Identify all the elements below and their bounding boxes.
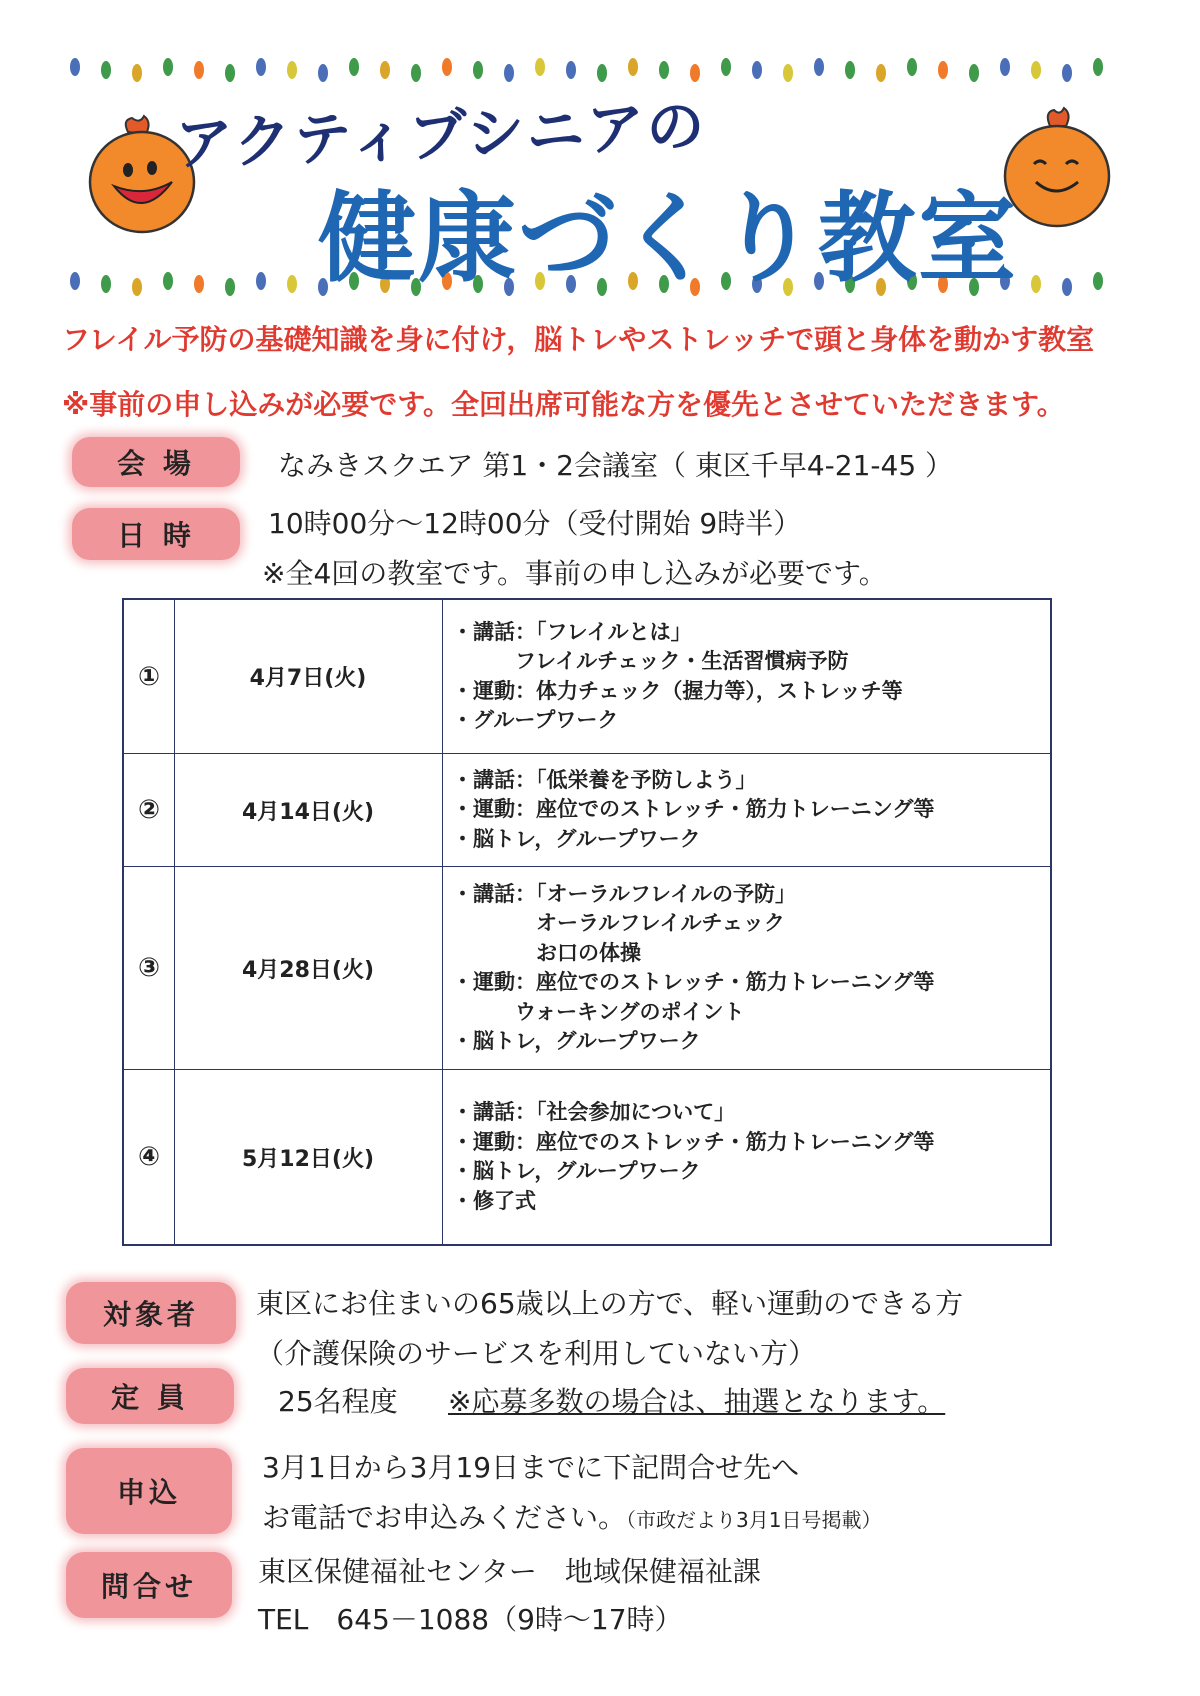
session-number: ③ [124,867,175,1069]
decor-dot [628,58,638,76]
session-date: 4月28日(火) [174,867,443,1069]
content-line: ・運動：座位でのストレッチ・筋力トレーニング等 [452,797,935,822]
decor-dot [132,278,142,296]
contact-label: 問合せ [66,1552,232,1618]
decor-dot [752,61,762,79]
application-line1: 3月1日から3月19日までに下記問合せ先へ [262,1451,800,1484]
decor-dot [225,278,235,296]
session-number: ① [124,600,175,753]
contact-line1: 東区保健福祉センター 地域保健福祉課 [258,1555,761,1588]
decor-dot [876,64,886,82]
contact-phone: TEL 645－1088（9時～17時） [258,1603,683,1636]
target-line1: 東区にお住まいの65歳以上の方で、軽い運動のできる方 [256,1287,964,1320]
table-row [124,867,1050,1070]
decor-dot [659,61,669,79]
schedule-table [122,598,1052,1246]
content-line: ・講話：「社会参加について」 [452,1100,736,1124]
decor-dot [287,275,297,293]
content-line: ・グループワーク [452,708,619,732]
decor-dot [1093,272,1103,290]
decor-dot [907,58,917,76]
decor-dot [194,275,204,293]
content-line: オーラルフレイルチェック [452,911,785,935]
notice-text: ※事前の申し込みが必要です。全回出席可能な方を優先とさせていただきます。 [62,388,1065,421]
decor-dot [70,272,80,290]
decor-dot [845,61,855,79]
decor-dot [163,58,173,76]
session-content [442,600,1050,753]
session-content [442,1070,1050,1244]
content-line: ウォーキングのポイント [452,999,745,1024]
content-line: フレイルチェック・生活習慣病予防 [452,649,849,673]
decor-dot [938,61,948,79]
session-date: 4月7日(火) [174,600,443,753]
decor-dot [1062,64,1072,82]
decor-dot [349,58,359,76]
content-line: ・運動：体力チェック（握力等），ストレッチ等 [452,678,903,703]
decor-dot [256,272,266,290]
decor-dot [473,61,483,79]
capacity-note: ※応募多数の場合は、抽選となります。 [448,1385,946,1418]
datetime-hours: 10時00分～12時00分（受付開始 9時半） [268,507,802,540]
page-title: 健康づくり教室 [318,182,1019,296]
session-date: 5月12日(火) [174,1070,443,1244]
decor-dot [504,64,514,82]
content-line: ・運動：座位でのストレッチ・筋力トレーニング等 [452,970,935,994]
decor-dot [70,58,80,76]
content-line: ・運動：座位でのストレッチ・筋力トレーニング等 [452,1129,935,1154]
decor-dot [1062,278,1072,296]
content-line: ・脳トレ，グループワーク [452,826,701,851]
session-number: ② [124,754,175,866]
decor-dot [969,64,979,82]
content-line: ・講話：「低栄養を予防しよう」 [452,767,757,792]
decor-dot [194,61,204,79]
decor-dot [442,58,452,76]
decor-dot [1093,58,1103,76]
content-line: ・脳トレ，グループワーク [452,1029,701,1053]
target-label: 対象者 [66,1282,236,1344]
decor-dot [566,61,576,79]
session-date: 4月14日(火) [174,754,443,866]
target-line2: （介護保険のサービスを利用していない方） [256,1337,817,1370]
application-line2 [262,1496,881,1536]
intro-text: フレイル予防の基礎知識を身に付け，脳トレやストレッチで頭と身体を動かす教室 [62,323,1095,356]
decor-dot [535,58,545,76]
content-line: ・講話：「フレイルとは」 [452,619,692,644]
content-line: お口の体操 [452,940,641,965]
decor-dot [1031,61,1041,79]
table-row [124,1070,1050,1244]
venue-label: 会 場 [72,437,240,487]
venue-text: なみきスクエア 第1・2会議室（ 東区千早4-21-45 ） [278,449,954,482]
decor-dot [101,61,111,79]
decor-dot [1031,275,1041,293]
decor-dot [1000,58,1010,76]
decor-dot [783,64,793,82]
datetime-label: 日 時 [72,508,240,560]
decor-dot [411,64,421,82]
application-line2-main: お電話でお申込みください。 [262,1501,627,1534]
decor-dot [721,58,731,76]
decor-dot [256,58,266,76]
decor-dot [597,64,607,82]
capacity-label: 定 員 [66,1368,234,1424]
decor-dot [225,64,235,82]
application-line2-small: （市政だより3月1日号掲載） [626,1508,882,1532]
decor-dot [287,61,297,79]
application-label: 申込 [66,1448,232,1534]
decor-dot [814,58,824,76]
decor-dot [132,64,142,82]
session-content [442,754,1050,866]
decor-dot [163,272,173,290]
content-line: ・講話：「オーラルフレイルの予防」 [452,881,796,906]
capacity-count: 25名程度 [278,1385,398,1418]
decor-dot [318,64,328,82]
title-subtitle: アクティブシニアの [174,91,708,179]
content-line: ・修了式 [452,1188,536,1213]
datetime-note: ※全4回の教室です。事前の申し込みが必要です。 [262,557,887,590]
content-line: ・脳トレ，グループワーク [452,1159,701,1183]
session-content [442,867,1050,1069]
table-row [124,754,1050,867]
decor-dot [101,275,111,293]
table-row [124,600,1050,754]
decor-dot [380,61,390,79]
session-number: ④ [124,1070,175,1244]
